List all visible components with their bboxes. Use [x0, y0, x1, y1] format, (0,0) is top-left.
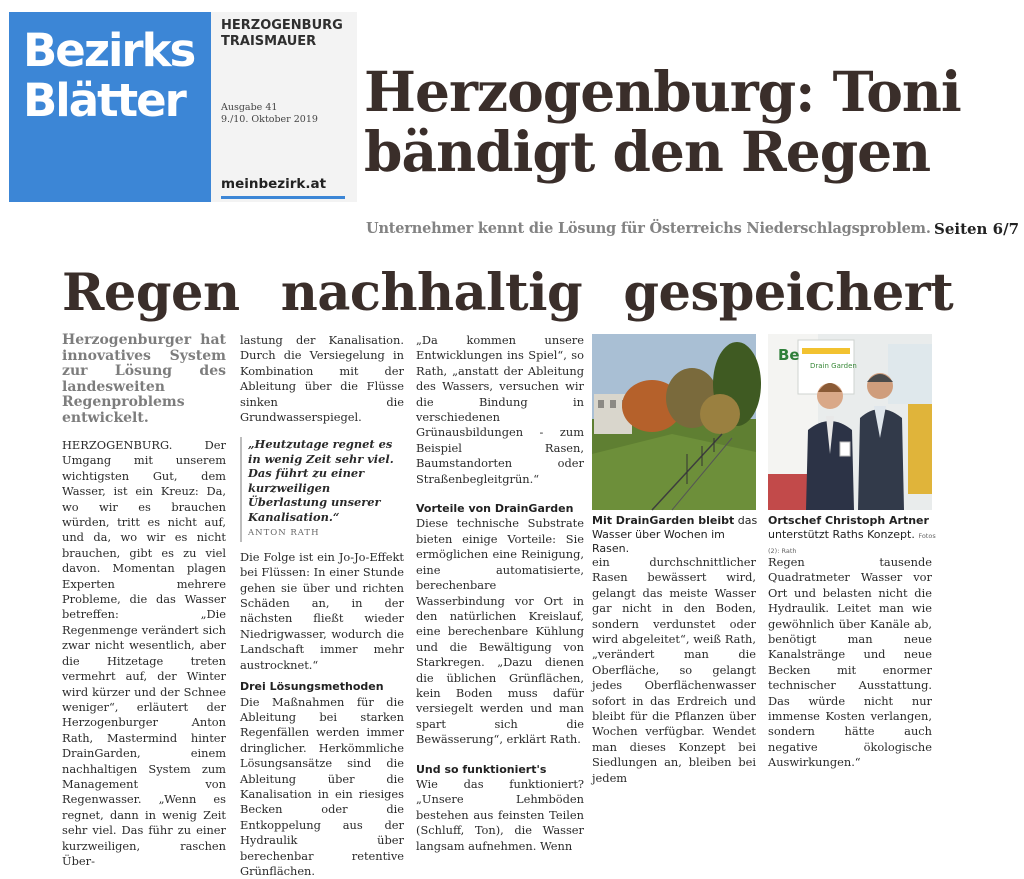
- masthead-meta: [211, 12, 357, 202]
- article-column-3: [416, 333, 584, 854]
- pull-quote-author: ANTON RATH: [248, 526, 404, 541]
- logo-line-1: Bezirks: [23, 26, 211, 76]
- subheading: Drei Lösungsmethoden: [240, 679, 404, 694]
- paragraph: Regen tausende Quadratmeter Wasser vor Ort und belasten nicht die Hydraulik. Leitet man wie gewöhnlich über Kanäle ab, benötigt man neue Kanalstränge und neue Becken mit enormer technischer Ausstattung. Das würde nicht nur immense Kosten verlangen, sondern hätte auch negative ökologische Auswirkungen.“: [768, 555, 932, 771]
- paragraph: HERZOGENBURG. Der Umgang mit unserem wichtigsten Gut, dem Wasser, ist ein Kreuz: Da, wo wir es brauchen würden, tritt es nicht auf, und da, wo wir es nicht brauchen, gibt es zu viel davon. Momentan plagen Experten mehrere Probleme, die das Wasser betreffen: „Die Regenmenge verändert sich zwar nicht wesentlich, aber die Hitzetage treten vermehrt auf, der Winter wird kürzer und der Schnee weniger“, erläutert der Herzogenburger Anton Rath, Mastermind hinter DrainGarden, einem nachhaltigen System zum Management von Regenwasser. „Wenn es regnet, dann in wenig Zeit sehr viel. Das führ zu einer kurzweiligen, raschen Über-: [62, 438, 226, 869]
- photo-credit: Fotos (2): Rath: [768, 532, 936, 555]
- pull-quote-text: „Heutzutage regnet es in wenig Zeit sehr viel. Das führt zu einer kurzweiligen Überlastung unserer Kanalisation.“: [248, 437, 404, 524]
- paragraph: Wie das funktioniert? „Unsere Lehmböden bestehen aus feinsten Teilen (Schluff, Ton), die Wasser langsam aufnehmen. Wenn: [416, 777, 584, 854]
- lawn-photo-illustration: [592, 334, 756, 510]
- pull-quote: [240, 437, 404, 541]
- photo-caption-2: [768, 514, 943, 558]
- paragraph: Die Maßnahmen für die Ableitung bei starken Regenfällen werden immer dringlicher. Herkömmliche Lösungsansätze sind die Ableitung über die Kanalisation in ein riesiges Becken oder die Entkoppelung aus der Hydraulik über berechenbar retentive Grünflächen.: [240, 695, 404, 879]
- photo-caption-1: [592, 514, 762, 556]
- cover-headline: [364, 62, 1020, 182]
- issue-number: Ausgabe 41: [221, 102, 357, 114]
- page-reference: Seiten 6/7: [934, 220, 1019, 238]
- issue-info: [221, 102, 357, 126]
- article-column-1: [62, 333, 226, 869]
- people-photo-illustration: [768, 334, 932, 510]
- website-link[interactable]: meinbezirk.at: [221, 176, 326, 192]
- cover-subline: Unternehmer kennt die Lösung für Österreichs Niederschlagsproblem.: [366, 220, 926, 237]
- cover-headline-line-1: Herzogenburg: Toni: [364, 62, 1020, 122]
- article-column-5: [768, 555, 932, 771]
- photo-caption-2-text: unterstützt Raths Konzept.: [768, 528, 915, 541]
- logo-line-2: Blätter: [23, 76, 211, 126]
- website-underline: [221, 196, 345, 199]
- photo-caption-1-text: das Wasser über Wochen im Rasen.: [592, 514, 757, 555]
- article-lead: Herzogenburger hat innovatives System zur Lösung des landesweiten Regenproblems entwickelt.: [62, 333, 226, 426]
- paragraph: lastung der Kanalisation. Durch die Versiegelung in Kombination mit der Ableitung über die Flüsse sinken die Grundwasserspiegel.: [240, 333, 404, 425]
- booth-sign-logo: Be: [778, 346, 800, 364]
- article-column-4: [592, 555, 756, 786]
- photo-draingarden-lawn: [592, 334, 756, 510]
- cover-headline-line-2: bändigt den Regen: [364, 122, 1020, 182]
- booth-sign-text: Drain Garden: [810, 362, 857, 370]
- paragraph: Diese technische Substrate bieten einige Vorteile: Sie ermöglichen eine Reinigung, eine automatisierte, berechenbare Wasserbindung vor Ort in den natürlichen Kreislauf, eine berechenbare Kühlung und die Bewältigung von Starkregen. „Dazu dienen die üblichen Grünflächen, kein Boden muss dafür versiegelt werden und man spart sich die Bewässerung“, erklärt Rath.: [416, 516, 584, 747]
- region-label: [221, 18, 357, 50]
- bezirksblaetter-logo: [9, 12, 211, 202]
- region-line-2: TRAISMAUER: [221, 34, 357, 50]
- issue-date: 9./10. Oktober 2019: [221, 114, 357, 126]
- article-title: Regen nachhaltig gespeichert: [62, 262, 962, 324]
- subheading: Und so funktioniert's: [416, 762, 584, 777]
- subheading: Vorteile von DrainGarden: [416, 501, 584, 516]
- article-column-2: [240, 333, 404, 879]
- paragraph: Die Folge ist ein Jo-Jo-Effekt bei Flüssen: In einer Stunde gehen sie über und richten Schäden an, in der nächsten fließt wieder Niedrigwasser, wodurch die Landschaft immer mehr austrocknet.“: [240, 550, 404, 673]
- region-line-1: HERZOGENBURG: [221, 18, 357, 34]
- photo-artner-rath: [768, 334, 932, 510]
- paragraph: ein durchschnittlicher Rasen bewässert wird, gelangt das meiste Wasser gar nicht in den Boden, sondern verdunstet oder wird abgeleitet“, weiß Rath, „verändert man die Oberfläche, so gelangt jedes Oberflächenwasser sofort in das Erdreich und bleibt für die Pflanzen über Wochen verfügbar. Wendet man dieses Konzept bei Siedlungen an, bleiben bei jedem: [592, 555, 756, 786]
- photo-caption-2-bold: Ortschef Christoph Artner: [768, 514, 929, 527]
- photo-caption-1-bold: Mit DrainGarden bleibt: [592, 514, 734, 527]
- paragraph: „Da kommen unsere Entwicklungen ins Spiel“, so Rath, „anstatt der Ableitung des Wassers, versuchen wir die Bindung in verschiedenen Grünausbildungen - zum Beispiel Rasen, Baumstandorten oder Straßenbegleitgrün.“: [416, 333, 584, 487]
